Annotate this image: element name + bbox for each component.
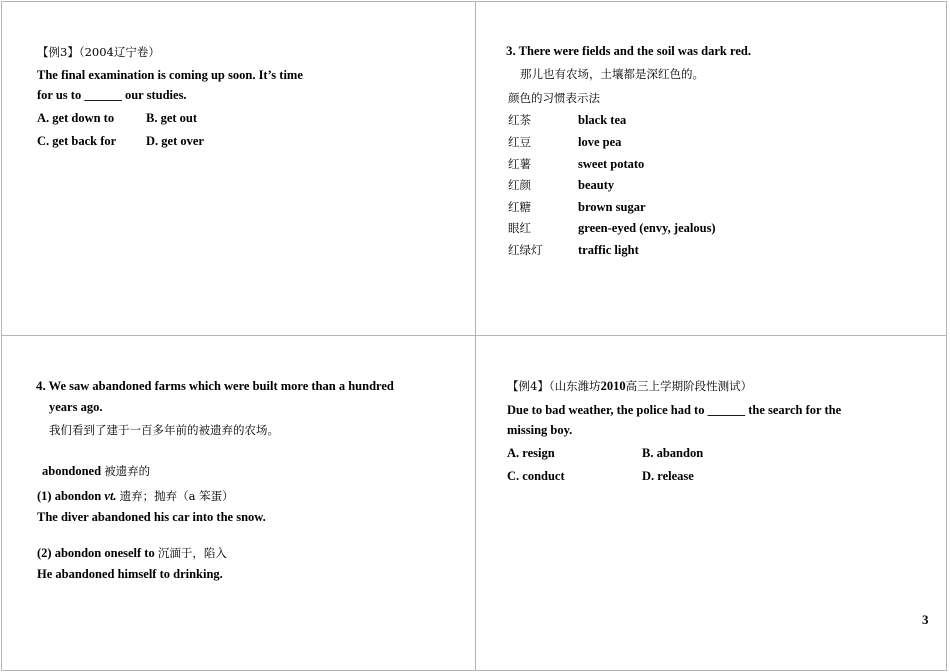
option-c: C. get back for xyxy=(37,134,117,148)
pair-cn: 红茶 xyxy=(508,113,531,127)
sentence-4-line-2: years ago. xyxy=(49,400,103,414)
pair-cn: 红糖 xyxy=(508,200,531,214)
usage-1-example: The diver abandoned his car into the snow. xyxy=(37,510,266,524)
sentence-3 xyxy=(506,43,751,59)
example-4-header xyxy=(507,378,752,394)
question-line-2: missing boy. xyxy=(507,423,573,437)
pair-en: green-eyed (envy, jealous) xyxy=(578,221,716,235)
pair-cn: 红颜 xyxy=(508,178,531,192)
sentence-4-translation: 我们看到了建于一百多年前的被遗弃的农场。 xyxy=(49,423,279,437)
source-suffix: 高三上学期阶段性测试） xyxy=(625,379,753,393)
usage-label: (2) abondon oneself to xyxy=(37,546,155,560)
option-b: B. abandon xyxy=(642,446,704,460)
usage-label: (1) abondon xyxy=(37,489,105,503)
example-3-header xyxy=(37,44,160,60)
example-label: 例4 xyxy=(518,379,538,393)
pair-en: love pea xyxy=(578,135,622,149)
example-source: （2004辽宁卷） xyxy=(78,45,160,59)
pair-en: brown sugar xyxy=(578,200,646,214)
option-c: C. conduct xyxy=(507,469,565,483)
option-b: B. get out xyxy=(146,111,198,125)
item-number: 4. xyxy=(36,378,46,393)
bracket-close: 】 xyxy=(67,45,79,59)
option-d: D. get over xyxy=(146,134,204,148)
usage-2 xyxy=(37,545,227,561)
pair-cn: 眼红 xyxy=(508,221,531,235)
vocab-word xyxy=(42,463,150,479)
sentence-text: We saw abandoned farms which were built more than a hundred xyxy=(48,379,394,393)
sentence-3-translation: 那儿也有农场，土壤都是深红色的。 xyxy=(520,67,704,81)
part-of-speech: vt. xyxy=(104,489,117,503)
item-number: 3. xyxy=(506,43,516,58)
page-number: 3 xyxy=(922,612,929,627)
source-prefix: （山东潍坊 xyxy=(548,379,601,393)
word-meaning: 被遗弃的 xyxy=(104,464,151,478)
question-line-2: for us to ______ our studies. xyxy=(37,88,187,102)
source-year: 2010 xyxy=(600,379,626,393)
usage-1 xyxy=(37,488,234,504)
question-line-1: Due to bad weather, the police had to ______ the search for the xyxy=(507,403,842,417)
pair-en: traffic light xyxy=(578,243,639,257)
option-a: A. get down to xyxy=(37,111,115,125)
option-d: D. release xyxy=(642,469,694,483)
sentence-4-line-1 xyxy=(36,378,394,394)
sentence-text: There were fields and the soil was dark red. xyxy=(518,44,751,58)
usage-meaning: 沉湎于，陷入 xyxy=(157,546,227,560)
color-idioms-heading: 颜色的习惯表示法 xyxy=(508,91,600,105)
bracket-open: 【 xyxy=(37,45,49,59)
question-line-1: The final examination is coming up soon. It’s time xyxy=(37,68,303,82)
pair-en: black tea xyxy=(578,113,627,127)
word: abondoned xyxy=(42,464,102,478)
usage-2-example: He abandoned himself to drinking. xyxy=(37,567,223,581)
bracket-close: 】 xyxy=(537,379,549,393)
pair-cn: 红薯 xyxy=(508,157,531,171)
pair-en: sweet potato xyxy=(578,157,645,171)
pair-en: beauty xyxy=(578,178,615,192)
pair-cn: 红绿灯 xyxy=(508,243,543,257)
usage-meaning: 遗弃；抛弃（a 笨蛋） xyxy=(119,489,234,503)
bracket-open: 【 xyxy=(507,379,519,393)
pair-cn: 红豆 xyxy=(508,135,531,149)
example-label: 例3 xyxy=(48,45,68,59)
option-a: A. resign xyxy=(507,446,555,460)
